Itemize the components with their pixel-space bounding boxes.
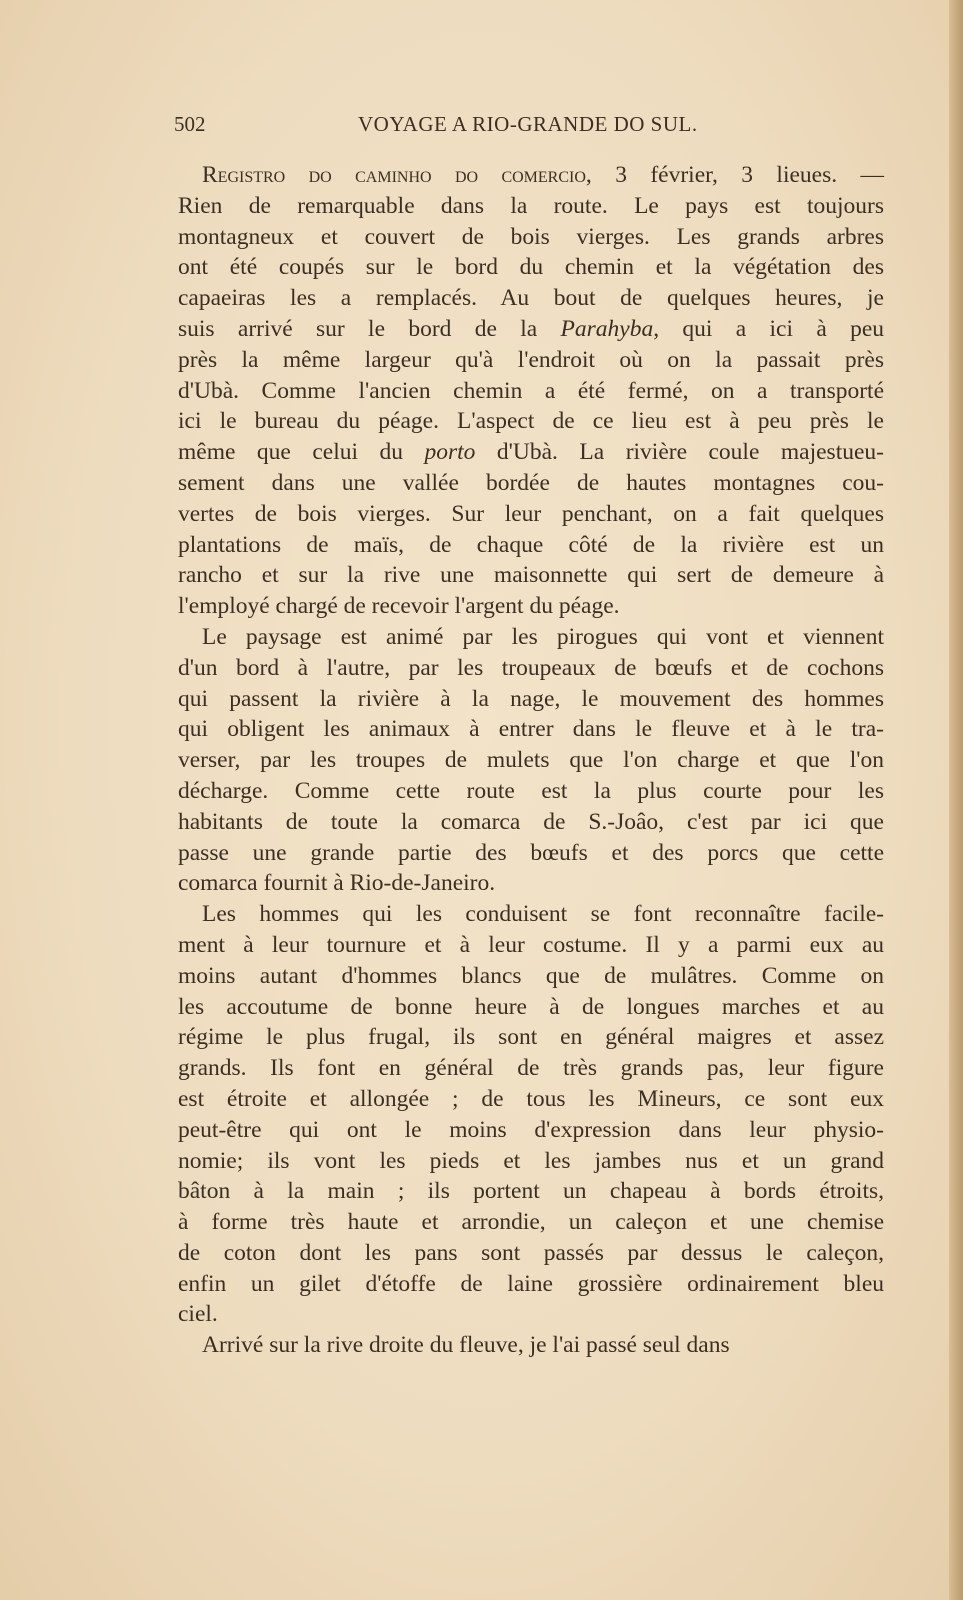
italic-term: Parahyba [560, 315, 654, 342]
text-line: d'Ubà. Comme l'ancien chemin a été fermé, on a transporté [178, 377, 884, 404]
text-line: de coton dont les pans sont passés par dessus le caleçon, [178, 1239, 884, 1266]
text-line [178, 160, 884, 191]
text-line: qui passent la rivière à la nage, le mouvement des hommes [178, 685, 884, 712]
text-line: est étroite et allongée ; de tous les Mineurs, ce sont eux [178, 1085, 884, 1112]
entry-heading-rest: , 3 février, 3 lieues. — [585, 162, 884, 188]
text-line: ici le bureau du péage. L'aspect de ce lieu est à peu près le [178, 408, 884, 435]
text-line: Les hommes qui les conduisent se font reconnaître facile- [202, 901, 884, 928]
text-line: régime le plus frugal, ils sont en général maigres et assez [178, 1024, 884, 1051]
entry-heading: Registro do caminho do comercio [202, 162, 586, 188]
text-line: Rien de remarquable dans la route. Le pays est toujours [178, 192, 884, 219]
running-head: VOYAGE A RIO-GRANDE DO SUL. [358, 112, 698, 136]
text-line: passe une grande partie des bœufs et des porcs que cette [178, 839, 884, 866]
text-line: peut-être qui ont le moins d'expression dans leur physio- [178, 1116, 884, 1143]
text-line: comarca fournit à Rio-de-Janeiro. [178, 870, 496, 897]
text-line: montagneux et couvert de bois vierges. Les grands arbres [178, 223, 884, 250]
text-line: sement dans une vallée bordée de hautes montagnes cou- [178, 469, 884, 496]
text-line: suis arrivé sur le bord de la Parahyba, qui a ici à peu [178, 315, 884, 342]
text-line: même que celui du porto d'Ubà. La rivière coule majestueu- [178, 439, 884, 466]
text-line: moins autant d'hommes blancs que de mulâtres. Comme on [178, 962, 884, 989]
page-header [174, 112, 886, 142]
text-line: nomie; ils vont les pieds et les jambes nus et un grand [178, 1147, 884, 1174]
text-line: enfin un gilet d'étoffe de laine grossière ordinairement bleu [178, 1270, 884, 1297]
text-line: capaeiras les a remplacés. Au bout de quelques heures, je [178, 285, 884, 312]
text-line: rancho et sur la rive une maisonnette qui sert de demeure à [178, 562, 884, 589]
text-line: l'employé chargé de recevoir l'argent du péage. [178, 593, 620, 620]
page-edge [949, 0, 963, 1600]
text-line: habitants de toute la comarca de S.-Joâo, c'est par ici que [178, 808, 884, 835]
text-line: ciel. [178, 1301, 218, 1328]
text-line: grands. Ils font en général de très grands pas, leur figure [178, 1055, 884, 1082]
text-line: bâton à la main ; ils portent un chapeau à bords étroits, [178, 1178, 884, 1205]
text-line: ont été coupés sur le bord du chemin et la végétation des [178, 254, 884, 281]
page-number: 502 [174, 112, 206, 136]
text-line: qui obligent les animaux à entrer dans le fleuve et à le tra- [178, 716, 884, 743]
text-line: les accoutume de bonne heure à de longues marches et au [178, 993, 884, 1020]
body-text [178, 160, 884, 1361]
text-line: plantations de maïs, de chaque côté de la rivière est un [178, 531, 884, 558]
text-line: décharge. Comme cette route est la plus courte pour les [178, 777, 884, 804]
text-line: Le paysage est animé par les pirogues qui vont et viennent [202, 623, 884, 650]
text-line: près la même largeur qu'à l'endroit où on la passait près [178, 346, 884, 373]
text-line: vertes de bois vierges. Sur leur penchant, on a fait quelques [178, 500, 884, 527]
text-line: verser, par les troupes de mulets que l'on charge et que l'on [178, 747, 884, 774]
text-line: ment à leur tournure et à leur costume. Il y a parmi eux au [178, 931, 884, 958]
text-line: d'un bord à l'autre, par les troupeaux de bœufs et de cochons [178, 654, 884, 681]
italic-term: porto [424, 439, 476, 466]
text-line: à forme très haute et arrondie, un caleçon et une chemise [178, 1209, 884, 1236]
text-line: Arrivé sur la rive droite du fleuve, je l'ai passé seul dans [202, 1332, 730, 1359]
